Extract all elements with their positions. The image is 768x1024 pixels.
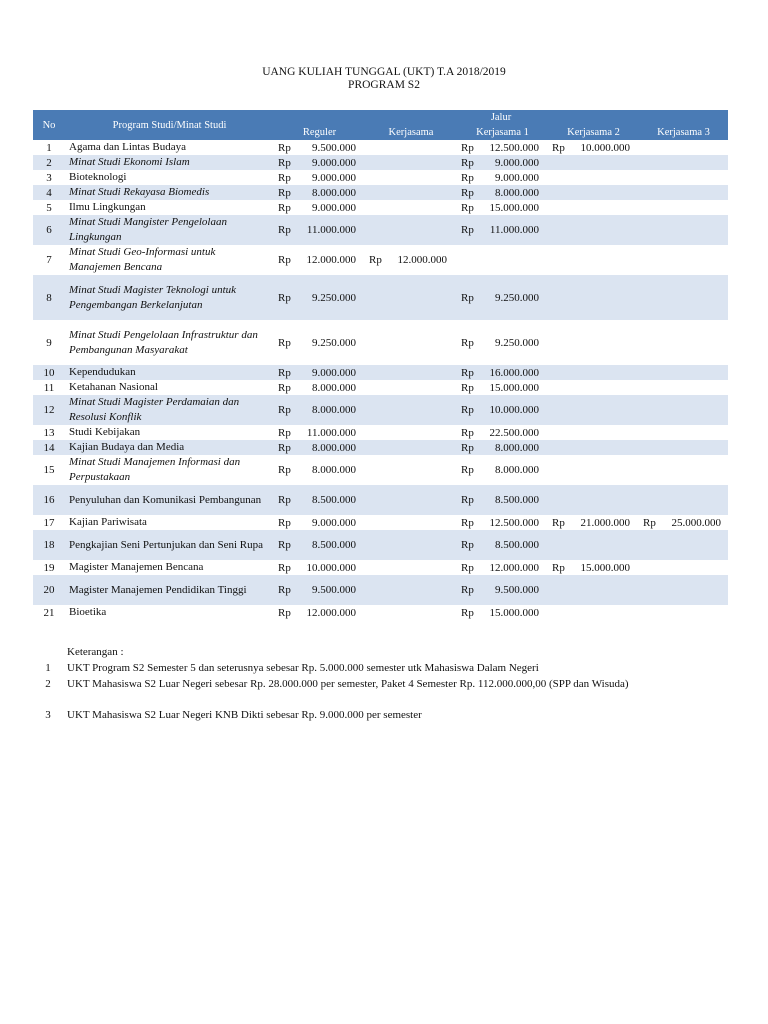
currency-label: Rp [278, 201, 291, 214]
header-kerjasama-3: Kerjasama 3 [639, 124, 728, 140]
cell-kerjasama-1 [457, 425, 548, 440]
currency-label: Rp [461, 561, 474, 574]
currency-label: Rp [278, 516, 291, 529]
cell-kerjasama-3 [639, 215, 728, 245]
currency-label: Rp [278, 291, 291, 304]
cell-reguler [274, 380, 365, 395]
cell-kerjasama-2 [548, 320, 639, 365]
amount: 8.000.000 [312, 186, 356, 199]
table-row [33, 605, 728, 620]
table-row [33, 425, 728, 440]
amount: 9.000.000 [312, 171, 356, 184]
currency-label: Rp [278, 404, 291, 416]
program-name: Bioetika [69, 606, 107, 618]
table-row [33, 380, 728, 395]
cell-reguler [274, 395, 365, 425]
header-kerjasama-1: Kerjasama 1 [457, 124, 548, 140]
cell-kerjasama-2 [548, 425, 639, 440]
cell-reguler [274, 245, 365, 275]
cell-kerjasama [365, 365, 457, 380]
amount: 8.000.000 [312, 404, 356, 416]
currency-label: Rp [278, 366, 291, 379]
program-name: Minat Studi Magister Perdamaian dan Resolusi Konflik [65, 395, 274, 425]
cell-kerjasama [365, 575, 457, 605]
cell-kerjasama-1 [457, 320, 548, 365]
note-number: 3 [45, 709, 51, 721]
cell-kerjasama [365, 275, 457, 320]
cell-kerjasama-1 [457, 245, 548, 275]
cell-kerjasama-3 [639, 185, 728, 200]
cell-kerjasama-1 [457, 575, 548, 605]
currency-label: Rp [461, 404, 474, 416]
row-number: 8 [33, 275, 65, 320]
amount: 8.000.000 [495, 464, 539, 476]
title-line-2: PROGRAM S2 [348, 79, 420, 91]
document-title [0, 66, 768, 92]
currency-label: Rp [278, 141, 291, 154]
cell-reguler [274, 320, 365, 365]
currency-label: Rp [461, 426, 474, 439]
cell-kerjasama-3 [639, 440, 728, 455]
currency-label: Rp [278, 156, 291, 169]
cell-reguler [274, 440, 365, 455]
cell-kerjasama-3 [639, 575, 728, 605]
amount: 9.000.000 [495, 156, 539, 169]
header-kerjasama-2: Kerjasama 2 [548, 124, 639, 140]
cell-kerjasama-2 [548, 365, 639, 380]
amount: 12.000.000 [306, 254, 356, 266]
cell-kerjasama-2 [548, 485, 639, 515]
currency-label: Rp [461, 516, 474, 529]
currency-label: Rp [278, 336, 291, 349]
cell-kerjasama-1 [457, 215, 548, 245]
program-name: Minat Studi Magister Teknologi untuk Pengembangan Berkelanjutan [65, 275, 274, 320]
amount: 9.000.000 [495, 171, 539, 184]
row-number: 2 [33, 155, 65, 170]
note-number: 2 [45, 678, 51, 690]
cell-kerjasama-3 [639, 275, 728, 320]
cell-kerjasama-1 [457, 515, 548, 530]
cell-kerjasama-2 [548, 395, 639, 425]
ukt-table [33, 110, 728, 620]
cell-reguler [274, 275, 365, 320]
cell-kerjasama-2 [548, 455, 639, 485]
cell-kerjasama-1 [457, 275, 548, 320]
header-kerjasama: Kerjasama [365, 124, 457, 140]
cell-kerjasama-1 [457, 170, 548, 185]
program-name: Minat Studi Mangister Pengelolaan Lingkungan [65, 215, 274, 245]
row-number: 16 [33, 485, 65, 515]
row-number: 3 [46, 171, 52, 184]
currency-label: Rp [278, 171, 291, 184]
amount: 15.000.000 [489, 606, 539, 619]
row-number: 7 [46, 254, 52, 266]
amount: 12.500.000 [489, 141, 539, 154]
cell-kerjasama-3 [639, 380, 728, 395]
currency-label: Rp [461, 224, 474, 236]
currency-label: Rp [461, 441, 474, 454]
currency-label: Rp [461, 494, 474, 506]
row-number: 1 [46, 141, 52, 154]
amount: 12.000.000 [397, 254, 447, 266]
program-name: Studi Kebijakan [69, 426, 141, 438]
cell-kerjasama-2 [548, 185, 639, 200]
row-number: 20 [33, 575, 65, 605]
cell-reguler [274, 365, 365, 380]
table-row [33, 530, 728, 560]
cell-reguler [274, 485, 365, 515]
cell-kerjasama-2 [548, 575, 639, 605]
program-name: Minat Studi Ekonomi Islam [65, 155, 274, 170]
currency-label: Rp [278, 224, 291, 236]
amount: 9.250.000 [495, 291, 539, 304]
cell-reguler [274, 200, 365, 215]
program-name: Agama dan Lintas Budaya [69, 141, 186, 153]
currency-label: Rp [461, 156, 474, 169]
cell-kerjasama-2 [548, 215, 639, 245]
cell-reguler [274, 425, 365, 440]
table-row [33, 515, 728, 530]
amount: 8.000.000 [312, 441, 356, 454]
note-text: UKT Mahasiswa S2 Luar Negeri sebesar Rp. 28.000.000 per semester, Paket 4 Semester Rp. 112.000.000,00 (SPP dan Wisuda) [67, 678, 629, 690]
row-number: 5 [46, 201, 52, 214]
program-name: Minat Studi Pengelolaan Infrastruktur dan Pembangunan Masyarakat [69, 328, 258, 356]
cell-kerjasama-1 [457, 485, 548, 515]
program-name: Minat Studi Manajemen Informasi dan Perpustakaan [69, 456, 241, 483]
amount: 8.000.000 [495, 186, 539, 199]
row-number: 18 [33, 530, 65, 560]
cell-reguler [274, 155, 365, 170]
currency-label: Rp [278, 254, 291, 266]
program-name: Kajian Pariwisata [69, 516, 147, 528]
table-row [33, 245, 728, 275]
amount: 8.500.000 [312, 494, 356, 506]
cell-kerjasama-1 [457, 530, 548, 560]
table-row [33, 440, 728, 455]
amount: 10.000.000 [489, 404, 539, 416]
cell-kerjasama-2 [548, 155, 639, 170]
cell-kerjasama [365, 455, 457, 485]
cell-kerjasama-3 [639, 320, 728, 365]
cell-kerjasama [365, 515, 457, 530]
cell-kerjasama-3 [639, 515, 728, 530]
cell-kerjasama-1 [457, 365, 548, 380]
cell-kerjasama-1 [457, 155, 548, 170]
cell-kerjasama-3 [639, 485, 728, 515]
amount: 22.500.000 [489, 426, 539, 439]
program-name: Ilmu Lingkungan [69, 201, 146, 213]
row-number: 21 [43, 606, 55, 619]
amount: 9.000.000 [312, 516, 356, 529]
cell-kerjasama-2 [548, 245, 639, 275]
cell-kerjasama [365, 320, 457, 365]
cell-kerjasama [365, 200, 457, 215]
cell-kerjasama-2 [548, 200, 639, 215]
program-name: Magister Manajemen Bencana [69, 561, 204, 573]
cell-kerjasama-3 [639, 170, 728, 185]
cell-kerjasama [365, 155, 457, 170]
currency-label: Rp [643, 516, 656, 529]
cell-kerjasama-1 [457, 440, 548, 455]
currency-label: Rp [552, 141, 565, 154]
cell-kerjasama-3 [639, 425, 728, 440]
amount: 9.500.000 [312, 584, 356, 596]
amount: 15.000.000 [489, 381, 539, 394]
cell-reguler [274, 530, 365, 560]
table-row [33, 215, 728, 245]
header-jalur: Jalur [274, 110, 728, 124]
row-number: 13 [43, 426, 55, 439]
amount: 15.000.000 [489, 201, 539, 214]
cell-reguler [274, 170, 365, 185]
title-line-1: UANG KULIAH TUNGGAL (UKT) T.A 2018/2019 [262, 66, 506, 78]
currency-label: Rp [461, 366, 474, 379]
program-name: Bioteknologi [69, 171, 127, 183]
cell-kerjasama-3 [639, 605, 728, 620]
cell-kerjasama-1 [457, 200, 548, 215]
cell-kerjasama-2 [548, 440, 639, 455]
amount: 9.000.000 [312, 156, 356, 169]
cell-kerjasama-1 [457, 605, 548, 620]
amount: 12.000.000 [306, 606, 356, 619]
cell-kerjasama-3 [639, 245, 728, 275]
row-number: 6 [33, 215, 65, 245]
cell-kerjasama-2 [548, 605, 639, 620]
currency-label: Rp [461, 336, 474, 349]
amount: 8.500.000 [495, 494, 539, 506]
row-number: 11 [43, 381, 55, 394]
cell-kerjasama-1 [457, 140, 548, 155]
cell-kerjasama-3 [639, 200, 728, 215]
header-program: Program Studi/Minat Studi [65, 110, 274, 140]
cell-kerjasama [365, 605, 457, 620]
row-number: 4 [33, 185, 65, 200]
table-row [33, 140, 728, 155]
currency-label: Rp [461, 464, 474, 476]
cell-kerjasama [365, 530, 457, 560]
currency-label: Rp [461, 291, 474, 304]
amount: 21.000.000 [580, 516, 630, 529]
table-row [33, 185, 728, 200]
cell-kerjasama-3 [639, 155, 728, 170]
table-row [33, 155, 728, 170]
cell-kerjasama-1 [457, 185, 548, 200]
amount: 9.250.000 [495, 336, 539, 349]
table-row [33, 365, 728, 380]
program-name: Minat Studi Rekayasa Biomedis [65, 185, 274, 200]
amount: 15.000.000 [580, 561, 630, 574]
program-name: Ketahanan Nasional [69, 381, 158, 393]
cell-kerjasama [365, 170, 457, 185]
program-name: Penyuluhan dan Komunikasi Pembangunan [65, 485, 274, 515]
currency-label: Rp [278, 441, 291, 454]
row-number: 12 [33, 395, 65, 425]
cell-kerjasama [365, 185, 457, 200]
amount: 12.000.000 [489, 561, 539, 574]
cell-kerjasama-3 [639, 365, 728, 380]
currency-label: Rp [461, 171, 474, 184]
row-number: 14 [33, 440, 65, 455]
header-reguler: Reguler [274, 124, 365, 140]
note-number: 1 [45, 662, 51, 674]
cell-kerjasama-2 [548, 170, 639, 185]
amount: 11.000.000 [489, 224, 539, 236]
row-number: 17 [43, 516, 55, 529]
table-row [33, 455, 728, 485]
amount: 12.500.000 [489, 516, 539, 529]
amount: 25.000.000 [671, 516, 721, 529]
cell-kerjasama [365, 395, 457, 425]
row-number: 19 [43, 561, 55, 574]
amount: 9.500.000 [495, 584, 539, 596]
program-name: Magister Manajemen Pendidikan Tinggi [65, 575, 274, 605]
table-row [33, 320, 728, 365]
amount: 8.000.000 [312, 381, 356, 394]
amount: 11.000.000 [306, 224, 356, 236]
table-header [33, 110, 728, 140]
currency-label: Rp [461, 201, 474, 214]
table-row [33, 560, 728, 575]
currency-label: Rp [278, 539, 291, 551]
currency-label: Rp [461, 381, 474, 394]
currency-label: Rp [278, 186, 291, 199]
table-row [33, 200, 728, 215]
currency-label: Rp [278, 561, 291, 574]
amount: 9.250.000 [312, 336, 356, 349]
note-text: UKT Program S2 Semester 5 dan seterusnya sebesar Rp. 5.000.000 semester utk Mahasiswa Dalam Negeri [67, 662, 539, 674]
currency-label: Rp [552, 516, 565, 529]
cell-kerjasama [365, 440, 457, 455]
table-body [33, 140, 728, 620]
cell-kerjasama [365, 140, 457, 155]
currency-label: Rp [278, 606, 291, 619]
program-name: Pengkajian Seni Pertunjukan dan Seni Rupa [65, 530, 274, 560]
program-name: Minat Studi Geo-Informasi untuk Manajemen Bencana [69, 246, 216, 273]
program-name: Kependudukan [65, 365, 274, 380]
cell-kerjasama-2 [548, 140, 639, 155]
row-number: 9 [46, 336, 52, 349]
cell-reguler [274, 575, 365, 605]
cell-kerjasama [365, 245, 457, 275]
header-no: No [33, 110, 65, 140]
cell-reguler [274, 455, 365, 485]
cell-kerjasama-2 [548, 380, 639, 395]
cell-kerjasama [365, 380, 457, 395]
currency-label: Rp [461, 584, 474, 596]
cell-reguler [274, 515, 365, 530]
amount: 8.000.000 [495, 441, 539, 454]
cell-kerjasama-1 [457, 560, 548, 575]
currency-label: Rp [278, 584, 291, 596]
currency-label: Rp [278, 426, 291, 439]
cell-reguler [274, 140, 365, 155]
table-row [33, 575, 728, 605]
row-number: 10 [33, 365, 65, 380]
cell-kerjasama [365, 485, 457, 515]
cell-reguler [274, 605, 365, 620]
table-row [33, 395, 728, 425]
amount: 10.000.000 [580, 141, 630, 154]
cell-kerjasama [365, 425, 457, 440]
currency-label: Rp [369, 254, 382, 266]
amount: 9.250.000 [312, 291, 356, 304]
amount: 8.000.000 [312, 464, 356, 476]
row-number: 15 [43, 464, 55, 476]
amount: 9.500.000 [312, 141, 356, 154]
currency-label: Rp [278, 464, 291, 476]
cell-kerjasama-3 [639, 560, 728, 575]
amount: 11.000.000 [306, 426, 356, 439]
amount: 8.500.000 [312, 539, 356, 551]
cell-kerjasama-1 [457, 395, 548, 425]
cell-kerjasama-3 [639, 455, 728, 485]
notes-label: Keterangan : [67, 646, 124, 658]
currency-label: Rp [278, 494, 291, 506]
cell-reguler [274, 215, 365, 245]
cell-kerjasama-2 [548, 530, 639, 560]
cell-kerjasama-1 [457, 455, 548, 485]
amount: 9.000.000 [312, 366, 356, 379]
table-row [33, 485, 728, 515]
note-text: UKT Mahasiswa S2 Luar Negeri KNB Dikti sebesar Rp. 9.000.000 per semester [67, 709, 422, 721]
cell-reguler [274, 560, 365, 575]
amount: 16.000.000 [489, 366, 539, 379]
cell-kerjasama-1 [457, 380, 548, 395]
table-row [33, 170, 728, 185]
cell-kerjasama-2 [548, 515, 639, 530]
amount: 9.000.000 [312, 201, 356, 214]
program-name: Kajian Budaya dan Media [65, 440, 274, 455]
amount: 8.500.000 [495, 539, 539, 551]
currency-label: Rp [461, 186, 474, 199]
currency-label: Rp [278, 381, 291, 394]
currency-label: Rp [461, 539, 474, 551]
cell-kerjasama-3 [639, 140, 728, 155]
cell-kerjasama [365, 215, 457, 245]
amount: 10.000.000 [306, 561, 356, 574]
cell-kerjasama-2 [548, 560, 639, 575]
cell-kerjasama [365, 560, 457, 575]
cell-kerjasama-3 [639, 530, 728, 560]
cell-kerjasama-2 [548, 275, 639, 320]
currency-label: Rp [461, 141, 474, 154]
currency-label: Rp [461, 606, 474, 619]
cell-reguler [274, 185, 365, 200]
cell-kerjasama-3 [639, 395, 728, 425]
table-row [33, 275, 728, 320]
currency-label: Rp [552, 561, 565, 574]
